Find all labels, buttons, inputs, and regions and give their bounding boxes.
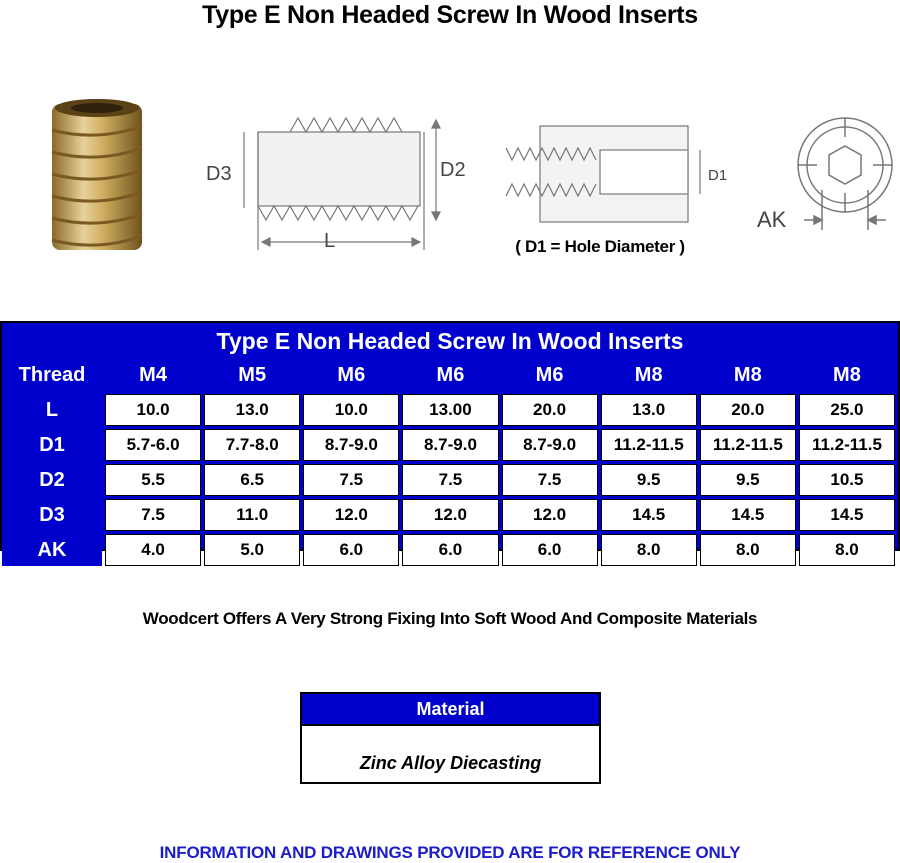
label-d1: D1 — [708, 167, 728, 184]
table-cell: 6.0 — [303, 534, 399, 566]
side-view-drawing — [244, 118, 440, 250]
table-cell: 6.0 — [502, 534, 598, 566]
table-cell: 7.7-8.0 — [204, 429, 300, 461]
table-row-label: L — [2, 394, 102, 426]
disclaimer: INFORMATION AND DRAWINGS PROVIDED ARE FOR REFERENCE ONLY — [159, 843, 741, 862]
label-l: L — [324, 230, 336, 252]
page-title: Type E Non Headed Screw In Wood Inserts — [202, 1, 698, 29]
table-header-cell: M8 — [700, 359, 796, 391]
table-cell: 20.0 — [502, 394, 598, 426]
table-cell: 11.2-11.5 — [799, 429, 895, 461]
table-cell: 5.5 — [105, 464, 201, 496]
table-row-label: AK — [2, 534, 102, 566]
table-cell: 8.7-9.0 — [402, 429, 498, 461]
table-cell: 9.5 — [601, 464, 697, 496]
table-cell: 13.0 — [601, 394, 697, 426]
drawings-svg — [0, 90, 900, 270]
table-cell: 6.5 — [204, 464, 300, 496]
table-cell: 14.5 — [700, 499, 796, 531]
table-row-label: D3 — [2, 499, 102, 531]
table-cell: 7.5 — [402, 464, 498, 496]
tagline: Woodcert Offers A Very Strong Fixing Into Soft Wood And Composite Materials — [142, 609, 758, 628]
material-box — [300, 692, 601, 784]
table-cell: 4.0 — [105, 534, 201, 566]
table-cell: 10.0 — [303, 394, 399, 426]
table-cell: 8.7-9.0 — [502, 429, 598, 461]
spec-table-title: Type E Non Headed Screw In Wood Inserts — [216, 328, 684, 354]
table-cell: 11.2-11.5 — [700, 429, 796, 461]
table-cell: 6.0 — [402, 534, 498, 566]
table-cell: 14.5 — [601, 499, 697, 531]
table-cell: 9.5 — [700, 464, 796, 496]
insert-photo — [52, 99, 142, 250]
table-cell: 8.0 — [601, 534, 697, 566]
spec-table — [0, 321, 900, 561]
table-cell: 7.5 — [502, 464, 598, 496]
table-header-cell: M8 — [799, 359, 895, 391]
end-view-drawing — [798, 118, 892, 230]
table-cell: 11.0 — [204, 499, 300, 531]
label-ak: AK — [757, 207, 787, 232]
table-cell: 12.0 — [402, 499, 498, 531]
table-cell: 11.2-11.5 — [601, 429, 697, 461]
table-header-cell: M6 — [402, 359, 498, 391]
label-d3: D3 — [206, 163, 232, 185]
table-cell: 8.0 — [700, 534, 796, 566]
table-header-cell: M6 — [303, 359, 399, 391]
table-cell: 13.00 — [402, 394, 498, 426]
table-cell: 7.5 — [105, 499, 201, 531]
table-cell: 7.5 — [303, 464, 399, 496]
material-value: Zinc Alloy Diecasting — [359, 753, 542, 773]
section-view-drawing — [506, 126, 700, 222]
table-cell: 10.5 — [799, 464, 895, 496]
material-heading: Material — [302, 694, 599, 726]
table-cell: 8.7-9.0 — [303, 429, 399, 461]
table-cell: 13.0 — [204, 394, 300, 426]
table-cell: 20.0 — [700, 394, 796, 426]
table-header-thread: Thread — [2, 359, 102, 391]
table-cell: 12.0 — [303, 499, 399, 531]
table-cell: 25.0 — [799, 394, 895, 426]
hole-diameter-note: ( D1 = Hole Diameter ) — [515, 237, 685, 256]
table-header-cell: M6 — [502, 359, 598, 391]
table-cell: 10.0 — [105, 394, 201, 426]
spec-grid — [2, 359, 898, 566]
table-header-cell: M5 — [204, 359, 300, 391]
table-cell: 12.0 — [502, 499, 598, 531]
table-cell: 14.5 — [799, 499, 895, 531]
table-row-label: D1 — [2, 429, 102, 461]
table-cell: 5.0 — [204, 534, 300, 566]
technical-drawings — [0, 90, 900, 270]
table-cell: 8.0 — [799, 534, 895, 566]
table-header-cell: M4 — [105, 359, 201, 391]
table-header-cell: M8 — [601, 359, 697, 391]
table-row-label: D2 — [2, 464, 102, 496]
table-cell: 5.7-6.0 — [105, 429, 201, 461]
label-d2: D2 — [440, 159, 466, 181]
